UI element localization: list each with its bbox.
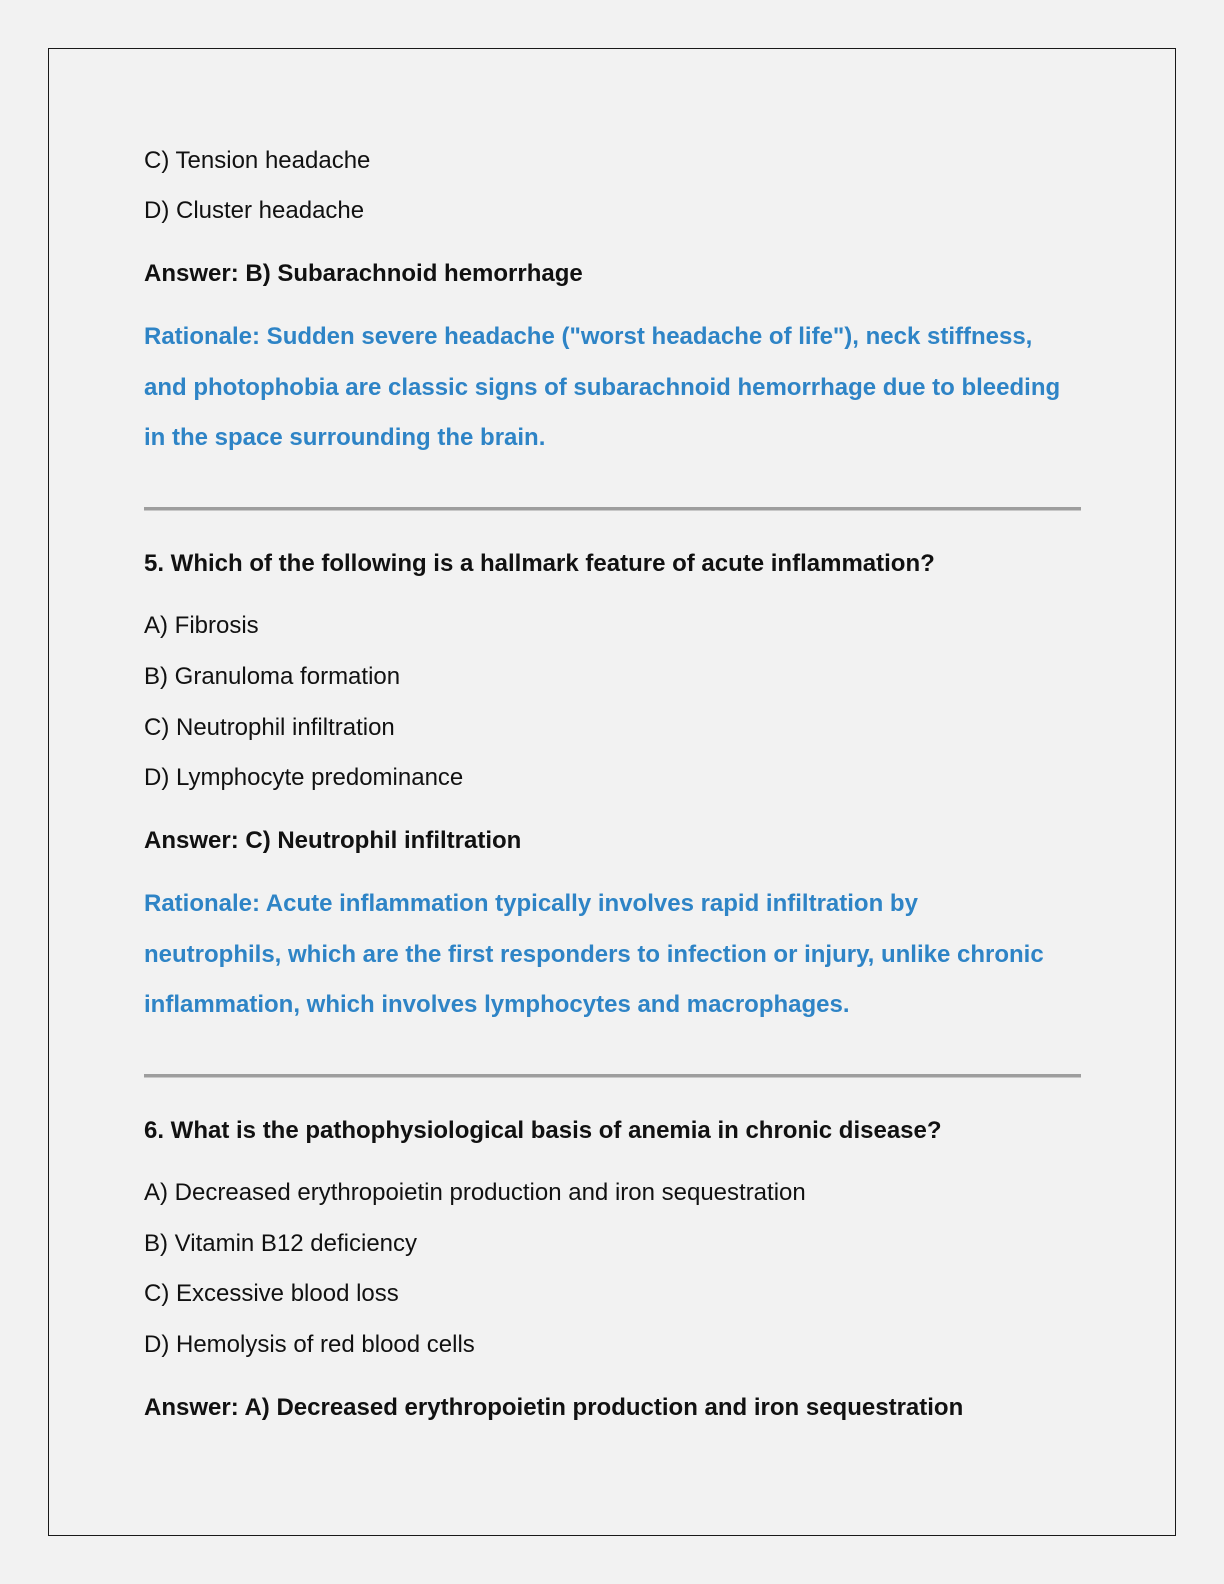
q5-option-a: A) Fibrosis: [144, 612, 259, 639]
q6-answer: Answer: A) Decreased erythropoietin production and iron sequestration: [144, 1394, 964, 1421]
q4-option-d: D) Cluster headache: [144, 197, 365, 224]
q6-option-d: D) Hemolysis of red blood cells: [144, 1331, 475, 1358]
section-divider-2: [144, 1074, 1081, 1078]
q6-option-b: B) Vitamin B12 deficiency: [144, 1230, 418, 1257]
q4-option-c: C) Tension headache: [144, 147, 371, 174]
q6-option-c: C) Excessive blood loss: [144, 1280, 399, 1307]
q5-rationale-line-1: Rationale: Acute inflammation typically involves rapid infiltration by: [144, 890, 918, 917]
q6-question: 6. What is the pathophysiological basis of anemia in chronic disease?: [144, 1117, 942, 1144]
q5-rationale-line-2: neutrophils, which are the first responders to infection or injury, unlike chronic: [144, 941, 1044, 968]
q5-option-c: C) Neutrophil infiltration: [144, 714, 395, 741]
q5-answer: Answer: C) Neutrophil infiltration: [144, 827, 522, 854]
q4-rationale-line-3: in the space surrounding the brain.: [144, 424, 546, 451]
q5-option-b: B) Granuloma formation: [144, 663, 401, 690]
section-divider-1: [144, 507, 1081, 511]
q5-question: 5. Which of the following is a hallmark feature of acute inflammation?: [144, 550, 935, 577]
q4-rationale-line-1: Rationale: Sudden severe headache ("worst headache of life"), neck stiffness,: [144, 323, 1033, 350]
q5-option-d: D) Lymphocyte predominance: [144, 764, 464, 791]
q5-rationale-line-3: inflammation, which involves lymphocytes and macrophages.: [144, 991, 850, 1018]
q4-rationale-line-2: and photophobia are classic signs of subarachnoid hemorrhage due to bleeding: [144, 374, 1061, 401]
q6-option-a: A) Decreased erythropoietin production and iron sequestration: [144, 1179, 806, 1206]
q4-answer: Answer: B) Subarachnoid hemorrhage: [144, 260, 583, 287]
